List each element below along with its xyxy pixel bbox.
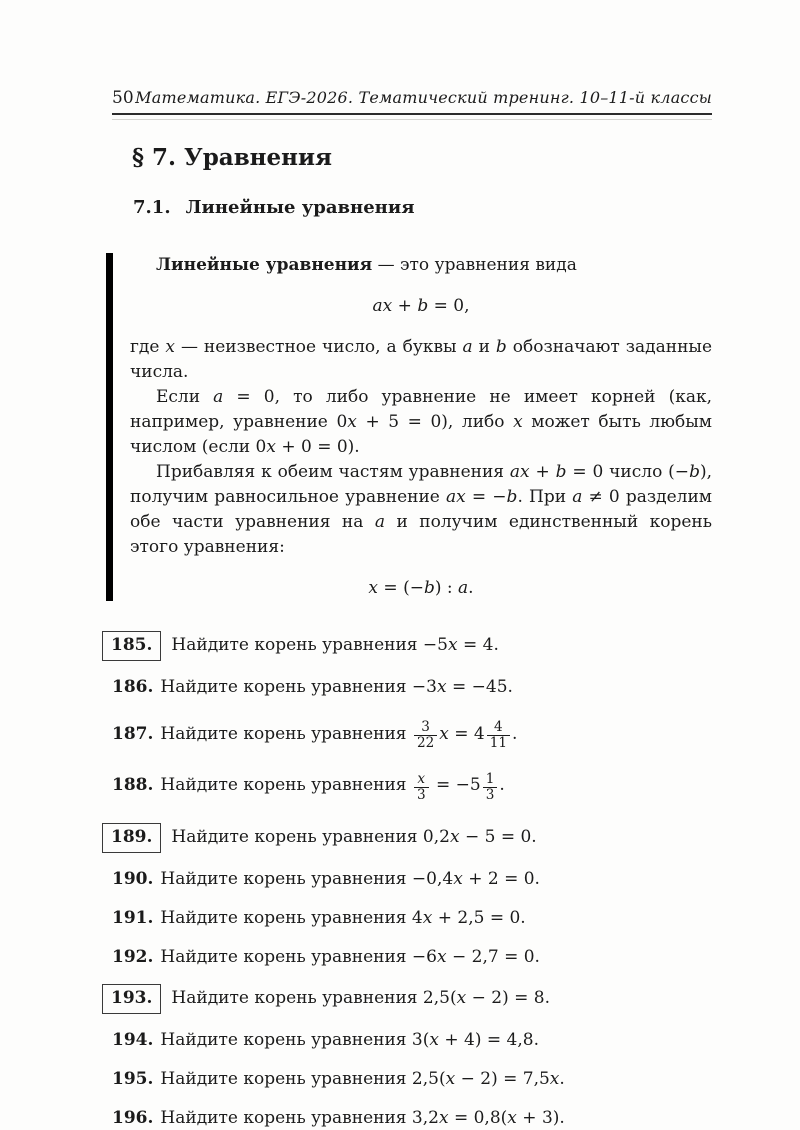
problem-row [112,631,712,661]
page-number: 50 [112,88,134,108]
problem-number: 191. [112,907,154,928]
problem-text: Найдите корень уравнения −5x = 4. [171,635,499,656]
problem-number: 190. [112,868,154,889]
problem-text: Найдите корень уравнения −3x = −45. [160,677,513,698]
problem-number: 195. [112,1068,154,1089]
problem-text: Найдите корень уравнения 0,2x − 5 = 0. [171,826,537,847]
fraction: $\frac{3}{22}$ [414,720,437,751]
subsection-label: Линейные уравнения [185,197,415,219]
subsection-title [133,198,712,218]
definition-equation: ax + b = 0, [372,296,470,317]
problem-text: Найдите корень уравнения 2,5(x − 2) = 7,5x. [160,1068,565,1089]
definition-paragraph: Прибавляя к обеим частям уравнения ax + b = 0 число (−b), получим равносильное уравнение ax = −b. При a ≠ 0 разделим обе части уравнения на a и получим единственный корень этого уравнения: [130,462,713,558]
problem-row [112,823,712,853]
problem-number-boxed: 189. [102,823,161,853]
header-rule-secondary [112,119,712,120]
problem-number: 192. [112,946,154,967]
problem-number: 194. [112,1029,154,1050]
problem-text: Найдите корень уравнения $\frac{3}{22}$ x = 4 $\frac{4}{11}$ . [160,719,518,752]
definition-paragraphs [130,253,712,601]
problem-row [112,906,712,931]
running-title: Математика. ЕГЭ-2026. Тематический тренинг. 10–11-й классы [135,88,712,107]
subsection-number: 7.1. [133,197,171,219]
definition-paragraph: Если a = 0, то либо уравнение не имеет корней (как, например, уравнение 0x + 5 = 0), либо x может быть любым числом (если 0x + 0 = 0). [130,387,712,458]
problem-number: 196. [112,1107,154,1128]
problem-row [112,867,712,892]
definition-paragraph: Линейные уравнения — это уравнения вида [156,255,577,276]
problem-row [112,1028,712,1053]
problem-row [112,1067,712,1092]
problem-text: Найдите корень уравнения −0,4x + 2 = 0. [160,868,540,889]
problems-list [112,631,712,1130]
fraction: $\frac{x}{3}$ [414,772,429,803]
problem-text: Найдите корень уравнения 2,5(x − 2) = 8. [171,987,550,1008]
problem-text: Найдите корень уравнения 4x + 2,5 = 0. [160,907,526,928]
problem-text: Найдите корень уравнения 3,2x = 0,8(x + 3). [160,1107,565,1128]
problem-text: Найдите корень уравнения −6x − 2,7 = 0. [160,946,540,967]
problem-number-boxed: 193. [102,984,161,1014]
problem-number: 186. [112,677,154,698]
fraction: $\frac{1}{3}$ [483,772,498,803]
problem-text: Найдите корень уравнения $\frac{x}{3}$ = −5 $\frac{1}{3}$ . [160,770,505,803]
fraction: $\frac{4}{11}$ [487,720,510,751]
section-title: § 7. Уравнения [132,144,333,171]
problem-number: 187. [112,723,154,744]
problem-row [112,772,712,803]
definition-equation: x = (−b) : a. [368,578,474,599]
page-header [112,88,712,115]
problem-number-boxed: 185. [102,631,161,661]
problem-text: Найдите корень уравнения 3(x + 4) = 4,8. [160,1029,539,1050]
definition-paragraph: где x — неизвестное число, а буквы a и b обозначают заданные числа. [130,337,713,383]
problem-row [112,1106,712,1130]
problem-row [112,945,712,970]
problem-row [112,984,712,1014]
problem-number: 188. [112,775,154,796]
definition-block [106,253,712,601]
problem-row [112,675,712,700]
problem-row [112,720,712,751]
